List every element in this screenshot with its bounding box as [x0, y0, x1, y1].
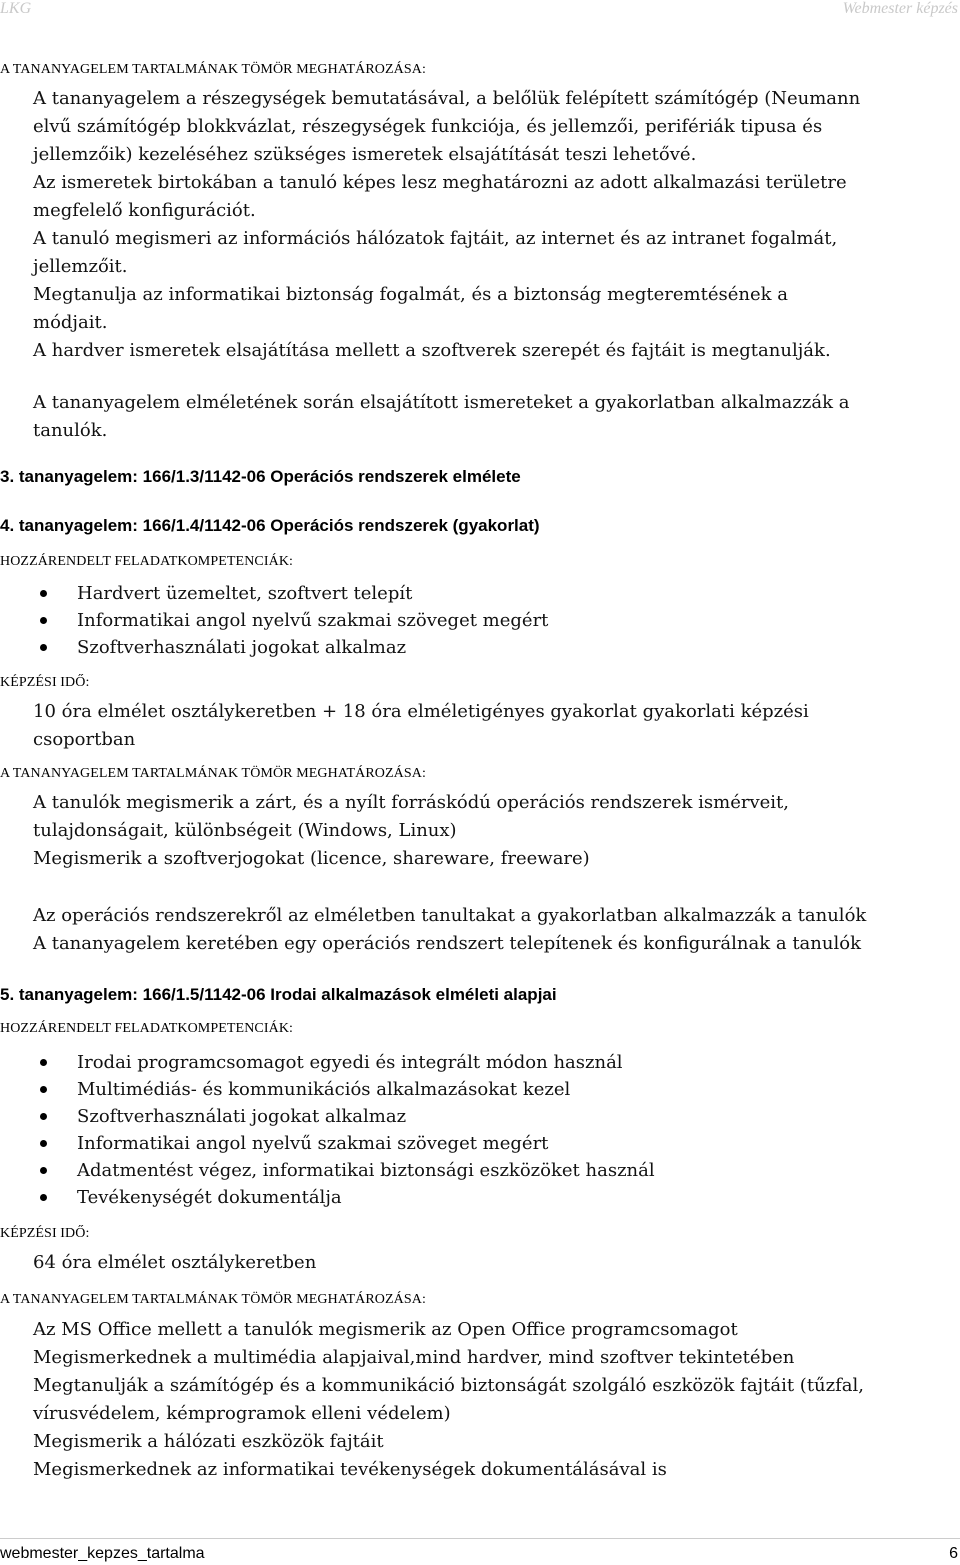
time-line: 64 óra elmélet osztálykeretben	[33, 1252, 317, 1273]
competency-list	[0, 1049, 655, 1211]
summary-label: A TANANYAGELEM TARTALMÁNAK TÖMÖR MEGHATÁROZÁSA:	[0, 766, 426, 781]
competencies-label: HOZZÁRENDELT FELADATKOMPETENCIÁK:	[0, 1021, 294, 1036]
summary-line: vírusvédelem, kémprogramok elleni védelem)	[33, 1403, 451, 1424]
summary-line: A tanulók megismerik a zárt, és a nyílt forráskódú operációs rendszerek ismérveit,	[33, 792, 790, 813]
section-heading-5: 5. tananyagelem: 166/1.5/1142-06 Irodai alkalmazások elméleti alapjai	[0, 985, 557, 1004]
summary-label: A TANANYAGELEM TARTALMÁNAK TÖMÖR MEGHATÁROZÁSA:	[0, 62, 426, 77]
bullet-icon	[40, 1140, 47, 1147]
bullet-icon	[40, 1167, 47, 1174]
section-heading-3: 3. tananyagelem: 166/1.3/1142-06 Operációs rendszerek elmélete	[0, 467, 521, 486]
summary-line: elvű számítógép blokkvázlat, részegységek funkciója, és jellemzői, perifériák tipusa és	[33, 116, 823, 137]
training-time-text	[33, 1249, 948, 1277]
summary-line: A hardver ismeretek elsajátítása mellett a szoftverek szerepét és fajtáit is megtanulják.	[33, 340, 831, 361]
list-item: Hardvert üzemeltet, szoftvert telepít	[0, 580, 548, 607]
practice-text	[33, 389, 948, 445]
summary-text	[33, 85, 948, 365]
bullet-icon	[40, 590, 47, 597]
time-line: 10 óra elmélet osztálykeretben + 18 óra elméletigényes gyakorlat gyakorlati képzési	[33, 701, 809, 722]
practice-line: A tananyagelem keretében egy operációs rendszert telepítenek és konfigurálnak a tanulók	[33, 933, 861, 954]
header-right-text: Webmester képzés	[842, 0, 958, 17]
summary-line: jellemzőit.	[33, 256, 128, 277]
summary-label: A TANANYAGELEM TARTALMÁNAK TÖMÖR MEGHATÁROZÁSA:	[0, 1292, 426, 1307]
summary-line: tulajdonságait, különbségeit (Windows, Linux)	[33, 820, 457, 841]
competency-list	[0, 580, 548, 661]
summary-line: Az ismeretek birtokában a tanuló képes lesz meghatározni az adott alkalmazási területre	[33, 172, 847, 193]
time-line: csoportban	[33, 729, 136, 750]
list-item: Szoftverhasználati jogokat alkalmaz	[0, 1103, 655, 1130]
summary-text	[33, 789, 948, 873]
practice-text	[33, 902, 948, 958]
list-item: Irodai programcsomagot egyedi és integrált módon használ	[0, 1049, 655, 1076]
bullet-icon	[40, 617, 47, 624]
footer-divider	[0, 1538, 960, 1539]
bullet-icon	[40, 1113, 47, 1120]
summary-line: Megtanulják a számítógép és a kommunikáció biztonságát szolgáló eszközök fajtáit (tűzfal,	[33, 1375, 865, 1396]
bullet-icon	[40, 644, 47, 651]
training-time-label: KÉPZÉSI IDŐ:	[0, 675, 90, 690]
summary-line: Megtanulja az informatikai biztonság fogalmát, és a biztonság megteremtésének a	[33, 284, 789, 305]
summary-line: módjait.	[33, 312, 108, 333]
bullet-icon	[40, 1059, 47, 1066]
summary-text	[33, 1316, 948, 1484]
list-item: Informatikai angol nyelvű szakmai szöveget megért	[0, 1130, 655, 1157]
summary-line: jellemzőik) kezeléséhez szükséges ismeretek elsajátítását teszi lehetővé.	[33, 144, 697, 165]
list-item: Szoftverhasználati jogokat alkalmaz	[0, 634, 548, 661]
practice-line: Az operációs rendszerekről az elméletben tanultakat a gyakorlatban alkalmazzák a tanulók	[33, 905, 867, 926]
summary-line: A tananyagelem a részegységek bemutatásával, a belőlük felépített számítógép (Neumann	[33, 88, 861, 109]
list-item: Multimédiás- és kommunikációs alkalmazásokat kezel	[0, 1076, 655, 1103]
section-heading-4: 4. tananyagelem: 166/1.4/1142-06 Operációs rendszerek (gyakorlat)	[0, 516, 540, 535]
footer-filename: webmester_kepzes_tartalma	[0, 1545, 205, 1562]
training-time-text	[33, 698, 948, 754]
practice-line: tanulók.	[33, 420, 108, 441]
summary-line: Megismerkednek a multimédia alapjaival,mind hardver, mind szoftver tekintetében	[33, 1347, 795, 1368]
summary-line: A tanuló megismeri az információs hálózatok fajtáit, az internet és az intranet fogalmát,	[33, 228, 838, 249]
list-item: Adatmentést végez, informatikai biztonsági eszközöket használ	[0, 1157, 655, 1184]
summary-line: megfelelő konfigurációt.	[33, 200, 256, 221]
list-item: Tevékenységét dokumentálja	[0, 1184, 655, 1211]
training-time-label: KÉPZÉSI IDŐ:	[0, 1226, 90, 1241]
summary-line: Megismerik a hálózati eszközök fajtáit	[33, 1431, 384, 1452]
list-item: Informatikai angol nyelvű szakmai szöveget megért	[0, 607, 548, 634]
header-left-text: LKG	[0, 0, 32, 17]
summary-line: Megismerik a szoftverjogokat (licence, shareware, freeware)	[33, 848, 590, 869]
competencies-label: HOZZÁRENDELT FELADATKOMPETENCIÁK:	[0, 554, 294, 569]
summary-line: Megismerkednek az informatikai tevékenységek dokumentálásával is	[33, 1459, 667, 1480]
bullet-icon	[40, 1086, 47, 1093]
practice-line: A tananyagelem elméletének során elsajátított ismereteket a gyakorlatban alkalmazzák a	[33, 392, 850, 413]
page-number: 6	[949, 1545, 958, 1562]
summary-line: Az MS Office mellett a tanulók megismerik az Open Office programcsomagot	[33, 1319, 738, 1340]
bullet-icon	[40, 1194, 47, 1201]
